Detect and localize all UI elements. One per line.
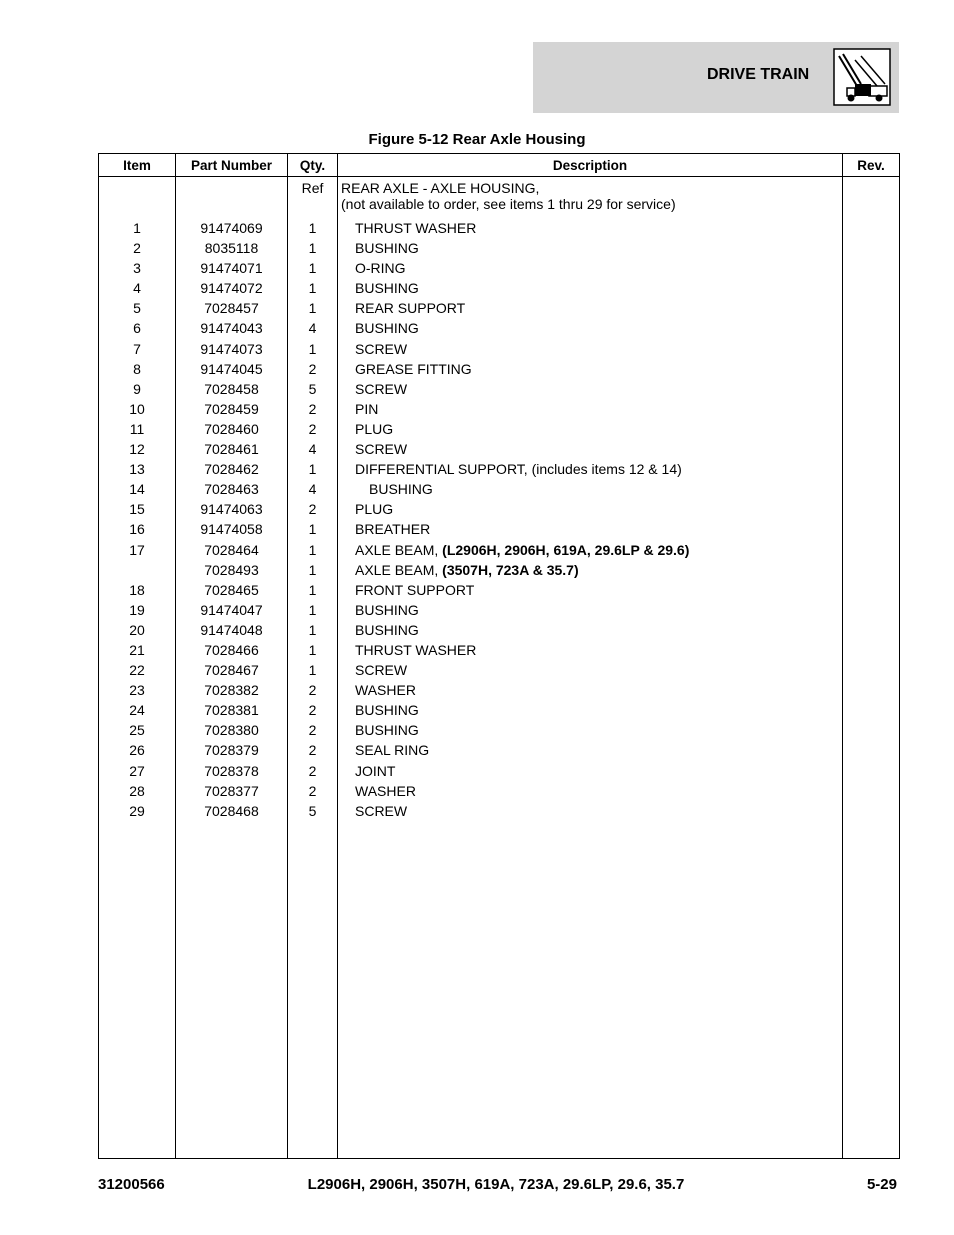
ref-note: (not available to order, see items 1 thru 29 for service) [341,196,676,212]
item-number: 29 [129,802,145,819]
item-number: 11 [129,420,145,437]
part-number: 91474073 [200,340,263,357]
item-number: 28 [129,782,145,799]
part-description [338,399,842,419]
part-description [338,318,842,338]
quantity: 2 [308,722,317,739]
forklift-icon [833,48,891,106]
description-text: BUSHING [355,601,419,618]
part-description [338,600,842,620]
parts-table [98,153,900,1159]
item-number: 4 [133,280,141,297]
quantity: 1 [308,240,317,257]
item-number: 8 [133,360,141,377]
part-number: 7028466 [204,641,259,658]
figure-title: Figure 5-12 Rear Axle Housing [368,131,586,148]
rev-column [843,177,900,1159]
quantity: 1 [308,581,317,598]
quantity: 1 [308,601,317,618]
description-column [338,177,843,1159]
item-number: 3 [133,260,141,277]
description-text: PLUG [355,420,394,437]
quantity: 1 [308,541,317,558]
description-text: SCREW [355,441,408,458]
footer-models: L2906H, 2906H, 3507H, 619A, 723A, 29.6LP, 29.6, 35.7 [307,1176,685,1193]
part-description [338,379,842,399]
item-number: 2 [133,240,141,257]
description-text: JOINT [355,762,396,779]
description-text: GREASE FITTING [355,360,472,377]
part-description [338,479,842,499]
part-description [338,620,842,640]
page-number: 5-29 [866,1176,897,1193]
description-text: SCREW [355,802,408,819]
quantity: 2 [308,420,317,437]
part-number: 7028464 [204,541,259,558]
item-number: 25 [129,722,145,739]
item-number: 21 [129,641,145,658]
column-header-part-number: Part Number [176,154,288,177]
description-text: THRUST WASHER [355,220,477,236]
doc-number: 31200566 [98,1176,165,1193]
quantity: 1 [308,621,317,638]
part-description [338,660,842,680]
part-number: 7028377 [204,782,259,799]
quantity: 1 [308,300,317,317]
part-number: 7028463 [204,481,259,498]
quantity: 5 [308,380,317,397]
part-number: 7028467 [204,662,259,679]
quantity: 2 [308,762,317,779]
description-text: O-RING [355,260,406,277]
description-text: SCREW [355,380,408,397]
part-description [338,439,842,459]
ref-description: REAR AXLE - AXLE HOUSING, [341,180,540,196]
model-applicability: (3507H, 723A & 35.7) [442,561,579,578]
description-text: PLUG [355,501,394,518]
item-number: 20 [129,621,145,638]
description-text: PIN [355,400,379,417]
quantity: 4 [308,320,317,337]
part-number: 7028380 [204,722,259,739]
description-text: BUSHING [355,702,419,719]
part-number: 8035118 [204,240,259,257]
part-number: 7028461 [204,441,259,458]
quantity: 2 [308,400,317,417]
description-text: BUSHING [355,280,419,297]
item-number: 10 [129,400,145,417]
column-header-qty: Qty. [288,154,338,177]
part-number: 7028465 [204,581,259,598]
description-text: AXLE BEAM, [355,541,443,558]
part-number: 7028378 [204,762,259,779]
section-title: DRIVE TRAIN [707,66,810,83]
qty-column [288,177,338,1159]
part-description [338,238,842,258]
item-column [99,177,176,1159]
part-description [338,761,842,781]
quantity: 2 [308,782,317,799]
description-text: BUSHING [355,621,419,638]
part-description [338,740,842,760]
part-number: 91474071 [200,260,263,277]
part-description [338,419,842,439]
quantity: 1 [308,260,317,277]
ref-qty: Ref [301,180,324,196]
item-number: 9 [133,380,141,397]
quantity: 2 [308,702,317,719]
part-number: 91474063 [200,501,263,518]
description-text: AXLE BEAM, [355,561,443,578]
part-description [338,519,842,539]
part-description [338,700,842,720]
item-number: 18 [129,581,145,598]
item-number: 27 [129,762,145,779]
item-number: 5 [133,300,141,317]
part-number: 91474048 [200,621,263,638]
quantity: 5 [308,802,317,819]
part-description [338,278,842,298]
description-text: DIFFERENTIAL SUPPORT, (includes items 12 & 14) [355,461,682,478]
part-description [338,640,842,660]
quantity: 4 [308,481,317,498]
description-text: BUSHING [355,320,419,337]
part-number: 7028458 [204,380,259,397]
item-number: 23 [129,682,145,699]
part-description [338,258,842,278]
item-number: 1 [133,220,141,236]
item-number: 6 [133,320,141,337]
part-description [338,720,842,740]
part-description [338,218,842,238]
quantity: 2 [308,682,317,699]
item-number: 19 [129,601,145,618]
description-text: REAR SUPPORT [355,300,466,317]
part-number: 7028493 [204,561,259,578]
description-text: BUSHING [355,722,419,739]
description-text: FRONT SUPPORT [355,581,475,598]
part-number: 7028381 [204,702,259,719]
description-text: BUSHING [369,481,433,498]
column-header-item: Item [99,154,176,177]
part-number: 7028457 [204,300,259,317]
quantity: 1 [308,641,317,658]
part-description [338,339,842,359]
part-description [338,359,842,379]
item-number: 26 [129,742,145,759]
part-number: 91474058 [200,521,263,538]
quantity: 1 [308,340,317,357]
description-text: THRUST WASHER [355,641,477,658]
part-number: 7028460 [204,420,259,437]
description-text: WASHER [355,782,416,799]
part-number: 91474043 [200,320,263,337]
quantity: 4 [308,441,317,458]
part-description [338,801,842,821]
item-number: 24 [129,702,145,719]
part-number: 91474072 [200,280,263,297]
part-number: 7028459 [204,400,259,417]
item-number: 17 [129,541,145,558]
part-number: 7028468 [204,802,259,819]
item-number: 14 [129,481,145,498]
item-number: 7 [133,340,141,357]
quantity: 1 [308,280,317,297]
quantity: 2 [308,742,317,759]
part-number: 7028379 [204,742,259,759]
quantity: 1 [308,521,317,538]
part-description [338,781,842,801]
description-text: BREATHER [355,521,431,538]
description-text: SEAL RING [355,742,430,759]
item-number: 16 [129,521,145,538]
quantity: 1 [308,461,317,478]
part-number: 91474069 [200,220,263,236]
quantity: 1 [308,220,317,236]
part-number: 7028462 [204,461,259,478]
description-text: WASHER [355,682,416,699]
part-description [338,580,842,600]
part-description [338,499,842,519]
part-number: 91474047 [200,601,263,618]
table-header-row [99,154,900,177]
part-number: 7028382 [204,682,259,699]
item-number: 12 [129,441,145,458]
part-number: 91474045 [200,360,263,377]
item-number: 13 [129,461,145,478]
item-number: 22 [129,662,145,679]
part-description [338,540,842,560]
quantity: 2 [308,501,317,518]
part-description [338,459,842,479]
quantity: 2 [308,360,317,377]
column-header-description: Description [338,154,843,177]
item-number: 15 [129,501,145,518]
item-number [99,560,175,580]
part-description [338,560,842,580]
model-applicability: (L2906H, 2906H, 619A, 29.6LP & 29.6) [442,541,690,558]
quantity: 1 [308,561,317,578]
description-text: SCREW [355,662,408,679]
description-text: SCREW [355,340,408,357]
part-number-column [176,177,288,1159]
part-description [338,680,842,700]
quantity: 1 [308,662,317,679]
column-header-rev: Rev. [843,154,900,177]
description-text: BUSHING [355,240,419,257]
part-description [338,298,842,318]
